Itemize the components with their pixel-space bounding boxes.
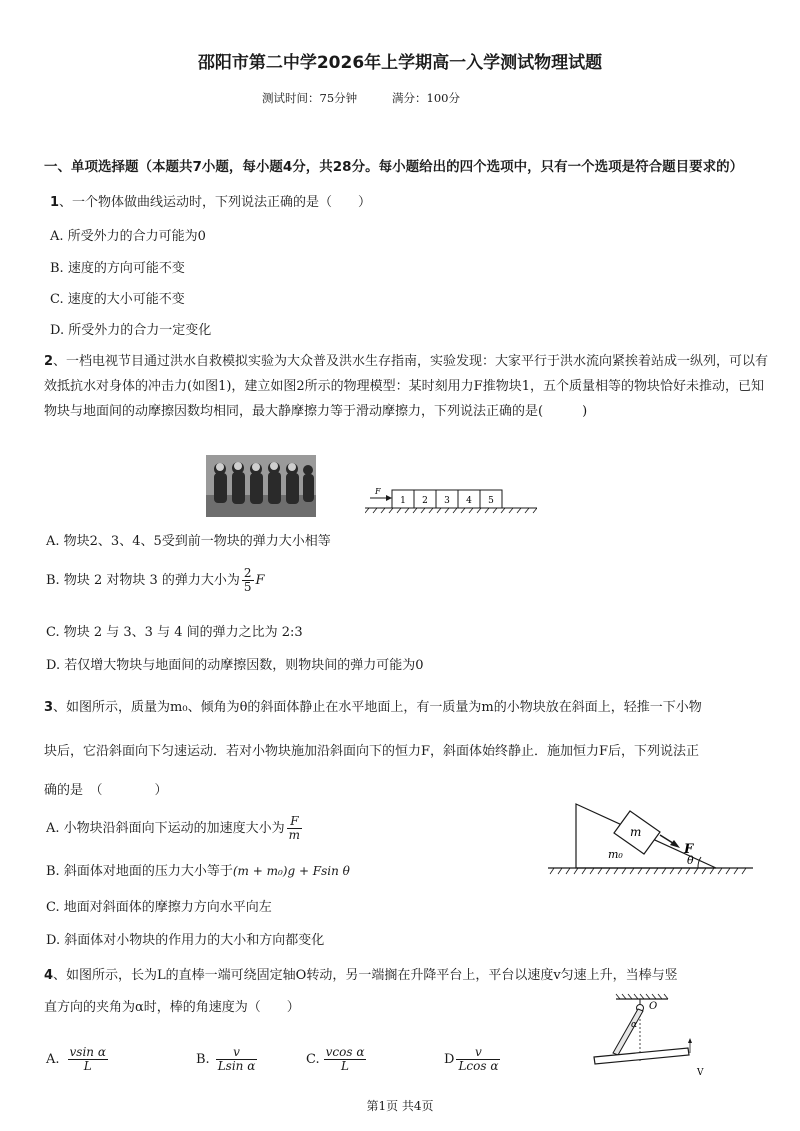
q4-option-d: D $\frac{v}{\text{Lcos α}}$ [444, 1045, 499, 1073]
q1-option-d: D. 所受外力的合力一定变化 [50, 323, 212, 338]
page-footer: 第1页 共4页 [366, 1099, 434, 1113]
pivot-label: O [649, 1001, 658, 1012]
q2-option-b: B. 物块 2 对物块 3 的弹力大小为 $\frac{2}{5}$ F [46, 566, 265, 594]
q2-option-a: A. 物块2、3、4、5受到前一物块的弹力大小相等 [46, 534, 331, 549]
block-1: 1 [400, 496, 406, 506]
question-number: 1 [50, 195, 60, 210]
full-score: 满分：100分 [392, 91, 460, 105]
fraction: $\frac{v}{\text{Lsin α}}$ [217, 1045, 256, 1073]
question-1 [50, 191, 371, 210]
incline-mass-label: m₀ [608, 848, 623, 861]
question-stem: 、一档电视节目通过洪水自救模拟实验为大众普及洪水生存指南，实验发现：大家平行于洪水流向紧挨着站成一纵列，可以有效抵抗水对身体的冲击力(如图1)，建立如图2所示的物理模型：某时刻用力F推物块1，五个质量相等的物块恰好未推动，已知物块与地面间的动摩擦因数均相同，最大静摩擦力等于滑动摩擦力，下列说法正确的是( ) [44, 354, 769, 419]
angle-label: α [631, 1020, 638, 1030]
question-stem-line1: 、如图所示，质量为m₀、倾角为θ的斜面体静止在水平地面上，有一质量为m的小物块放在斜面上，轻推一下小物 [53, 700, 702, 715]
page-title: 邵阳市第二中学2026年上学期高一入学测试物理试题 [197, 53, 603, 73]
q3-option-d: D. 斜面体对小物块的作用力的大小和方向都变化 [46, 933, 325, 948]
exam-time: 测试时间：75分钟 [262, 91, 358, 105]
question-4 [44, 964, 678, 983]
question-number: 2 [44, 354, 54, 369]
block-mass-label: m [630, 825, 642, 839]
q2-option-c: C. 物块 2 与 3、3 与 4 间的弹力之比为 2:3 [46, 625, 303, 640]
question-stem-line1: 、如图所示，长为L的直棒一端可绕固定轴O转动，另一端搁在升降平台上，平台以速度v匀速上升，当棒与竖 [53, 968, 678, 983]
blocks-model-figure [365, 486, 537, 514]
question-stem: 、一个物体做曲线运动时，下列说法正确的是（ ） [59, 195, 372, 210]
q4-option-c: C. $\frac{\text{vcos α}}{L}$ [306, 1045, 365, 1073]
q1-option-a: A. 所受外力的合力可能为0 [50, 229, 206, 244]
block-5: 5 [488, 496, 494, 506]
incline-figure [548, 798, 753, 878]
q3-option-a: A. 小物块沿斜面向下运动的加速度大小为 $\frac{F}{m}$ [46, 814, 301, 842]
fraction: $\frac{v}{\text{Lcos α}}$ [458, 1045, 499, 1073]
velocity-label: V [697, 1068, 704, 1078]
force-label: F [684, 842, 694, 857]
force-label: F [375, 487, 381, 496]
q1-option-b: B. 速度的方向可能不变 [50, 261, 185, 276]
fraction: $\frac{2}{5}$ [243, 566, 252, 594]
section-heading: 一、单项选择题（本题共7小题，每小题4分，共28分。每小题给出的四个选项中，只有一个选项是符合题目要求的） [44, 159, 744, 175]
rod-platform-figure [588, 991, 708, 1079]
block-4: 4 [466, 496, 472, 506]
angle-label: θ [687, 854, 694, 867]
fraction: $\frac{F}{m}$ [288, 814, 301, 842]
question-3 [44, 696, 702, 715]
block-2: 2 [422, 496, 428, 506]
q3-option-b: B. 斜面体对地面的压力大小等于(m + m₀)g + Fsin θ [46, 864, 350, 879]
question-number: 4 [44, 968, 54, 983]
flood-photo-figure [206, 455, 316, 517]
question-2 [44, 349, 774, 424]
fraction: $\frac{\text{vsin α}}{L}$ [69, 1045, 106, 1073]
q1-option-c: C. 速度的大小可能不变 [50, 292, 185, 307]
q3-option-c: C. 地面对斜面体的摩擦力方向水平向左 [46, 900, 272, 915]
q2-option-d: D. 若仅增大物块与地面间的动摩擦因数，则物块间的弹力可能为0 [46, 658, 424, 673]
question-3-line3: 确的是 （ ） [44, 783, 168, 798]
block-3: 3 [444, 496, 450, 506]
fraction: $\frac{\text{vcos α}}{L}$ [325, 1045, 365, 1073]
q4-option-a: A. $\frac{\text{vsin α}}{L}$ [46, 1045, 106, 1073]
q4-option-b: B. $\frac{v}{\text{Lsin α}}$ [196, 1045, 256, 1073]
question-number: 3 [44, 700, 54, 715]
question-4-line2: 直方向的夹角为α时，棒的角速度为（ ） [44, 1000, 300, 1015]
question-3-line2: 块后，它沿斜面向下匀速运动．若对小物块施加沿斜面向下的恒力F，斜面体始终静止．施加恒力F后，下列说法正 [44, 744, 700, 759]
